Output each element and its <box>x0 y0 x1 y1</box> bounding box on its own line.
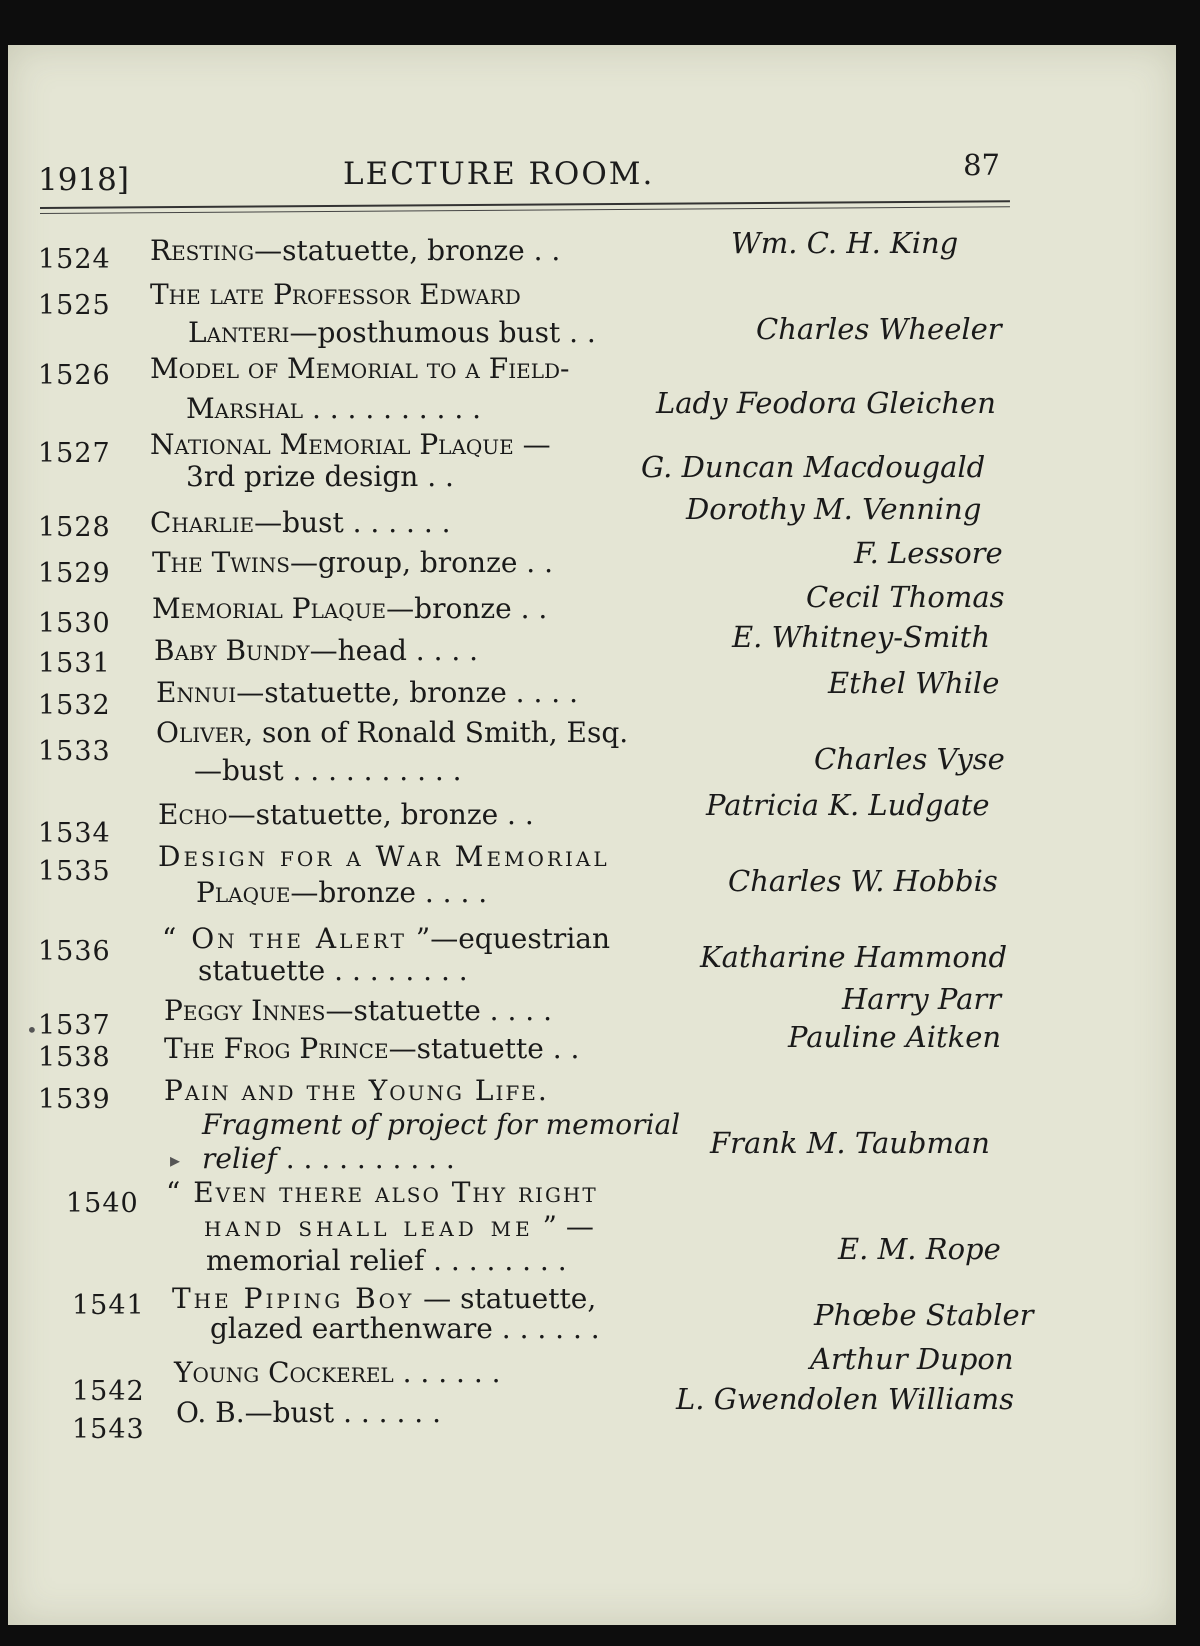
entry-line <box>172 1282 596 1315</box>
entry-description: —posthumous bust . . <box>289 316 596 349</box>
entry-description: —statuette . . . . <box>325 994 552 1027</box>
entry-number: 1539 <box>38 1084 111 1115</box>
entry-artist: Katharine Hammond <box>700 940 1008 974</box>
entry-title: Resting <box>150 234 255 267</box>
entry-line <box>198 954 468 987</box>
margin-dot: • <box>26 1018 38 1042</box>
entry-artist: F. Lessore <box>854 536 1003 570</box>
entry-description: —group, bronze . . <box>289 546 553 579</box>
entry-line <box>206 1244 567 1277</box>
entry-description: . . . . . . <box>393 1356 501 1389</box>
entry-line <box>204 1210 594 1243</box>
entry-number: 1543 <box>72 1414 145 1445</box>
entry-title: National Memorial Plaque <box>150 428 514 461</box>
entry-number: 1527 <box>38 438 111 469</box>
entry-description: —bust . . . . . . <box>244 1396 441 1429</box>
entry-description: —statuette, bronze . . <box>254 234 561 267</box>
entry-line <box>150 234 560 267</box>
entry-artist: Frank M. Taubman <box>710 1126 990 1160</box>
entry-title-cont: hand shall lead me <box>204 1210 534 1243</box>
entry-artist: Lady Feodora Gleichen <box>656 386 996 420</box>
header-title: LECTURE ROOM. <box>343 156 655 192</box>
entry-artist: Patricia K. Ludgate <box>706 788 990 822</box>
entry-line <box>150 428 551 461</box>
entry-description: , son of Ronald Smith, Esq. <box>244 716 629 749</box>
page-number: 87 <box>963 148 1000 182</box>
entry-artist: Wm. C. H. King <box>731 226 959 260</box>
entry-description: . . . . . . . . . . <box>303 392 482 425</box>
entry-line <box>156 716 628 749</box>
entry-leader: . . <box>418 460 454 493</box>
entry-number: 1538 <box>38 1042 111 1073</box>
entry-line <box>196 876 487 909</box>
entry-title: Pain and the Young Life. <box>164 1074 549 1107</box>
entry-number: 1533 <box>38 736 111 767</box>
entry-title: The Twins <box>152 546 290 579</box>
entry-line <box>188 316 596 349</box>
entry-line <box>194 754 462 787</box>
entry-line <box>158 798 534 831</box>
entry-line <box>152 592 547 625</box>
entry-number: 1531 <box>38 648 111 679</box>
entry-title: Oliver <box>156 716 245 749</box>
entry-description: — <box>513 428 551 461</box>
entry-number: 1525 <box>38 290 111 321</box>
entry-artist: Charles Wheeler <box>756 312 1002 346</box>
entry-line <box>164 1032 579 1065</box>
entry-leader: . . . . . . <box>492 1312 600 1345</box>
entry-title-cont: Lanteri <box>188 316 290 349</box>
entry-title: Design for a War Memorial <box>158 840 610 873</box>
entry-artist: E. M. Rope <box>838 1232 1001 1266</box>
entry-description: —bust <box>194 754 284 787</box>
entry-title: Young Cockerel <box>174 1356 394 1389</box>
entry-line <box>162 922 610 955</box>
entry-leader: . . . . . . . . . . <box>283 754 462 787</box>
entry-description: —bust . . . . . . <box>254 506 451 539</box>
entry-artist: Phœbe Stabler <box>814 1298 1034 1332</box>
entry-artist: Arthur Dupon <box>810 1342 1014 1376</box>
entry-line <box>176 1396 441 1429</box>
entry-line <box>186 392 481 425</box>
entry-number: 1540 <box>66 1188 139 1219</box>
entry-description: ” — <box>533 1210 594 1243</box>
entry-line <box>202 1142 455 1175</box>
entry-title: “ Even there also Thy right <box>166 1176 598 1209</box>
entry-line <box>186 460 454 493</box>
entry-description: ”—equestrian <box>407 922 610 955</box>
entry-title: Peggy Innes <box>164 994 326 1027</box>
entry-number: 1534 <box>38 818 111 849</box>
entry-number: 1535 <box>38 856 111 887</box>
entry-number: 1541 <box>72 1290 145 1321</box>
entry-artist: Charles W. Hobbis <box>728 864 998 898</box>
entry-leader: . . . . . . . . <box>325 954 468 987</box>
entry-title-cont: Marshal <box>186 392 304 425</box>
entry-title: Model of Memorial to a Field- <box>150 352 570 385</box>
entry-title: Charlie <box>150 506 255 539</box>
page-header <box>38 148 1000 198</box>
entry-description: glazed earthenware <box>210 1312 493 1345</box>
entry-description: —bronze . . <box>386 592 548 625</box>
entry-line <box>174 1356 501 1389</box>
entry-title: Baby Bundy <box>154 634 310 667</box>
entry-title: The Piping Boy <box>172 1282 415 1315</box>
entry-description: statuette <box>198 954 326 987</box>
entry-description: —statuette, bronze . . <box>227 798 534 831</box>
entry-line <box>150 506 451 539</box>
entry-artist: Harry Parr <box>842 982 1002 1016</box>
entry-description: relief <box>202 1142 277 1175</box>
entry-line <box>210 1312 600 1345</box>
entry-description: —bronze . . . . <box>290 876 488 909</box>
entry-artist: G. Duncan Macdougald <box>641 450 986 484</box>
entry-description: 3rd prize design <box>186 460 419 493</box>
entry-title: The Frog Prince <box>164 1032 389 1065</box>
entry-number: 1530 <box>38 608 111 639</box>
entry-artist: L. Gwendolen Williams <box>676 1382 1014 1416</box>
entry-leader: . . . . . . . . <box>424 1244 567 1277</box>
entry-description: Fragment of project for memorial <box>202 1108 681 1141</box>
entry-number: 1528 <box>38 512 111 543</box>
entry-title: The late Professor Edward <box>150 278 521 311</box>
header-year: 1918] <box>38 162 129 198</box>
entry-artist: Ethel While <box>828 666 1000 700</box>
entry-number: 1524 <box>38 244 111 275</box>
entry-title: O. B. <box>176 1396 245 1429</box>
entry-description: —statuette, bronze . . . . <box>236 676 578 709</box>
entry-line <box>164 994 552 1027</box>
entry-artist: Dorothy M. Venning <box>686 492 982 526</box>
entry-artist: Pauline Aitken <box>788 1020 1002 1054</box>
entry-artist: Charles Vyse <box>814 742 1005 776</box>
entry-line <box>156 676 578 709</box>
entry-line <box>154 634 478 667</box>
entry-leader: . . . . . . . . . . <box>276 1142 455 1175</box>
entry-description: — statuette, <box>414 1282 597 1315</box>
entry-artist: E. Whitney-Smith <box>732 620 991 654</box>
entry-number: 1529 <box>38 558 111 589</box>
entry-number: 1536 <box>38 936 111 967</box>
entry-title: “ On the Alert <box>162 922 407 955</box>
entry-number: 1537 <box>38 1010 111 1041</box>
margin-mark: ▸ <box>170 1148 181 1172</box>
entry-line <box>152 546 553 579</box>
entry-title: Ennui <box>156 676 237 709</box>
entry-number: 1526 <box>38 360 111 391</box>
entry-description: —statuette . . <box>388 1032 580 1065</box>
entry-title: Memorial Plaque <box>152 592 387 625</box>
entry-title: Echo <box>158 798 228 831</box>
entry-number: 1542 <box>72 1376 145 1407</box>
entry-artist: Cecil Thomas <box>806 580 1005 614</box>
entry-number: 1532 <box>38 690 111 721</box>
entry-description: memorial relief <box>206 1244 425 1277</box>
entry-description: —head . . . . <box>309 634 479 667</box>
entry-title-cont: Plaque <box>196 876 291 909</box>
